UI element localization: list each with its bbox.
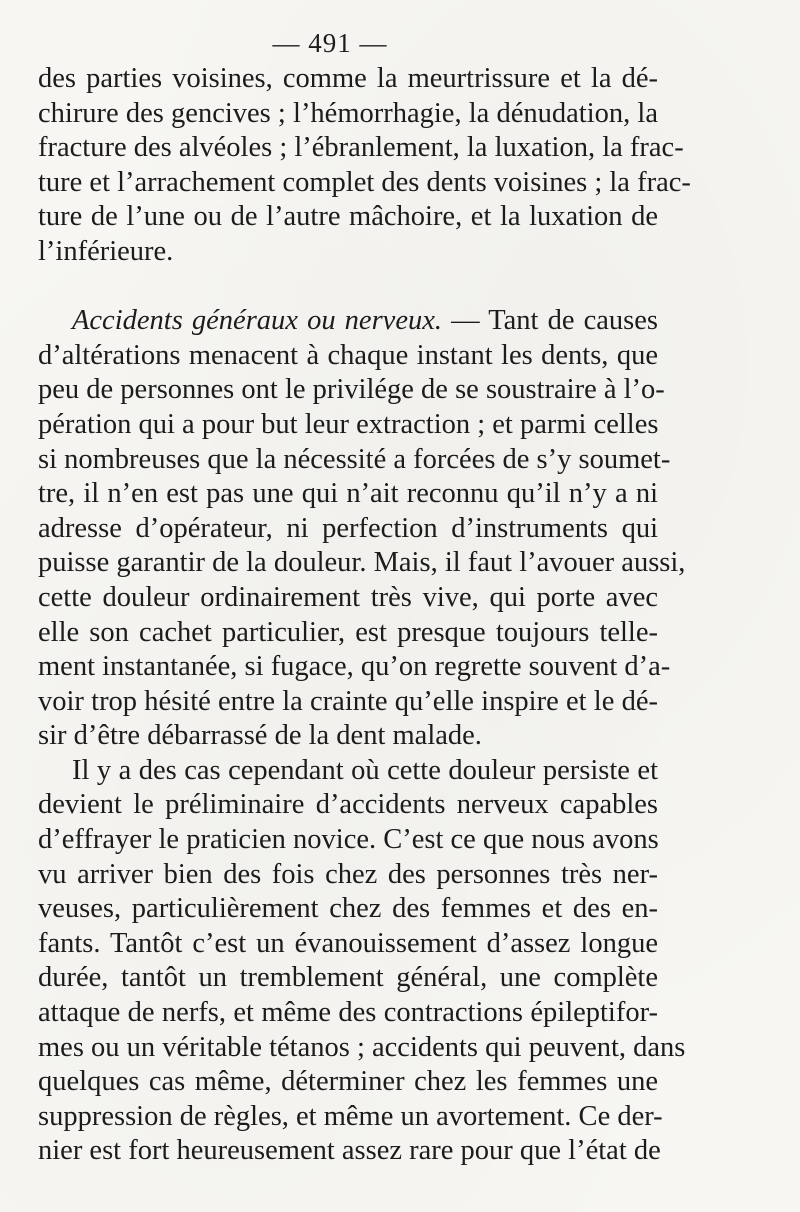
text-line: ment instantanée, si fugace, qu’on regrette souvent d’a- xyxy=(38,651,671,683)
text-line: chirure des gencives ; l’hémorrhagie, la dénudation, la xyxy=(38,97,658,129)
text-line: nier est fort heureusement assez rare pour que l’état de xyxy=(38,1135,661,1167)
text-line: Il y a des cas cependant où cette douleur persiste et xyxy=(72,754,658,786)
text-line: mes ou un véritable tétanos ; accidents qui peuvent, dans xyxy=(38,1031,686,1063)
text-line: vu arriver bien des fois chez des personnes très ner- xyxy=(38,858,658,890)
text-line: d’altérations menacent à chaque instant les dents, que xyxy=(38,339,658,371)
text-line: fracture des alvéoles ; l’ébranlement, la luxation, la frac- xyxy=(38,132,684,164)
text-line: ture et l’arrachement complet des dents voisines ; la frac- xyxy=(38,166,691,198)
text-line: des parties voisines, comme la meurtrissure et la dé- xyxy=(38,63,658,94)
section-heading: Accidents généraux ou nerveux. xyxy=(72,305,443,337)
text-line: peu de personnes ont le privilége de se soustraire à l’o- xyxy=(38,374,665,406)
text-line: voir trop hésité entre la crainte qu’elle inspire et le dé- xyxy=(38,685,658,717)
page-number: — 491 — xyxy=(272,28,388,58)
text-line: puisse garantir de la douleur. Mais, il faut l’avouer aussi, xyxy=(38,547,686,579)
text-line: pération qui a pour but leur extraction ; et parmi celles xyxy=(38,408,659,440)
text-line: attaque de nerfs, et même des contractions épileptifor- xyxy=(38,997,658,1029)
text-line: durée, tantôt un tremblement général, une complète xyxy=(38,962,658,994)
text-line: cette douleur ordinairement très vive, qui porte avec xyxy=(38,581,658,613)
text-line: quelques cas même, déterminer chez les femmes une xyxy=(38,1066,658,1098)
text-line: adresse d’opérateur, ni perfection d’instruments qui xyxy=(38,512,658,544)
text-line: veuses, particulièrement chez des femmes et des en- xyxy=(38,893,658,925)
text-line: fants. Tantôt c’est un évanouissement d’assez longue xyxy=(38,927,658,959)
text-line: devient le préliminaire d’accidents nerveux capables xyxy=(38,789,658,821)
text-line: elle son cachet particulier, est presque toujours telle- xyxy=(38,616,658,648)
text-line: tre, il n’en est pas une qui n’ait reconnu qu’il n’y a ni xyxy=(38,478,658,510)
text-line: — Tant de causes xyxy=(442,305,659,337)
text-line: suppression de règles, et même un avortement. Ce der- xyxy=(38,1100,663,1132)
text-line: si nombreuses que la nécessité a forcées de s’y soumet- xyxy=(38,443,671,475)
text-line: sir d’être débarrassé de la dent malade. xyxy=(38,720,482,752)
text-line: l’inférieure. xyxy=(38,235,174,267)
section-first-line xyxy=(38,304,658,339)
text-line: ture de l’une ou de l’autre mâchoire, et la luxation de xyxy=(38,201,658,233)
text-line: d’effrayer le praticien novice. C’est ce que nous avons xyxy=(38,824,659,856)
body-text xyxy=(38,62,691,1169)
